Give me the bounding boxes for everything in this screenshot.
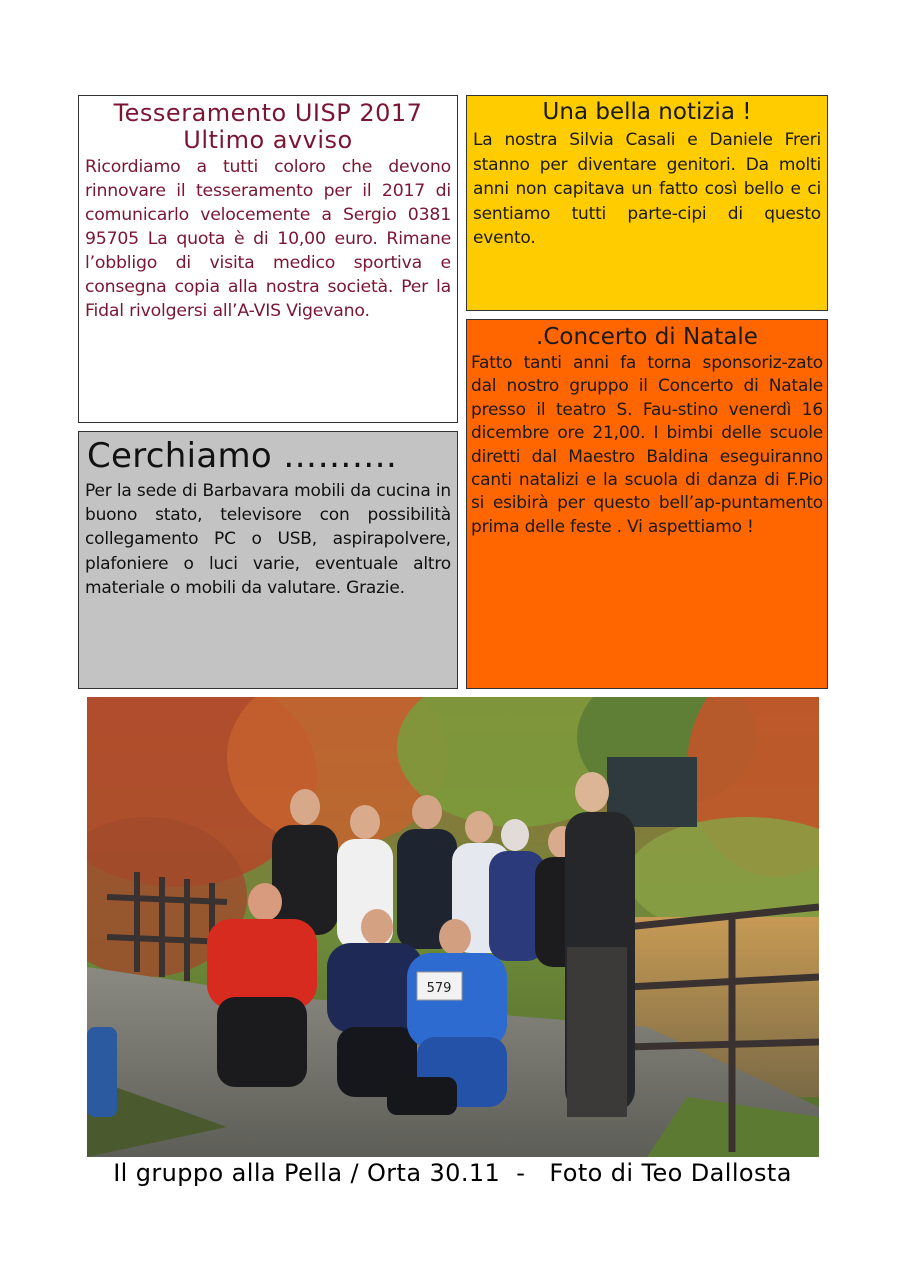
group-photo xyxy=(87,697,819,1157)
wanted-items-body: Per la sede di Barbavara mobili da cucina in buono stato, televisore con possibilità collegamento PC o USB, aspirapolvere, plafoniere o luci varie, eventuale altro materiale o mobili da valutare. Grazie. xyxy=(85,481,451,598)
christmas-concert-title: .Concerto di Natale xyxy=(536,324,758,350)
christmas-concert-box xyxy=(466,319,828,689)
uisp-body: Ricordiamo a tutti coloro che devono rinnovare il tesseramento per il 2017 di comunicarlo velocemente a Sergio 0381 95705 La quota è di 10,00 euro. Rimane l’obbligo di visita medico sportiva e consegna copia alla nostra società. Per la Fidal rivolgersi all’A-VIS Vigevano. xyxy=(85,157,451,321)
christmas-concert-body: Fatto tanti anni fa torna sponsoriz-zato dal nostro gruppo il Concerto di Natale presso il teatro S. Fau-stino venerdì 16 dicembre ore 21,00. I bimbi delle scuole diretti dal Maestro Baldina eseguiranno canti natalizi e la scuola di danza di F.Pio si esibirà per questo bell’ap-puntamento prima delle feste . Vi aspettiamo ! xyxy=(471,353,823,537)
wanted-items-box xyxy=(78,431,458,689)
bib-number: 579 xyxy=(426,981,452,996)
good-news-box xyxy=(466,95,828,311)
wanted-items-title: Cerchiamo ………. xyxy=(87,436,398,476)
uisp-title-line1: Tesseramento UISP 2017 xyxy=(113,99,423,127)
good-news-body: La nostra Silvia Casali e Daniele Freri stanno per diventare genitori. Da molti anni non capitava un fatto così bello e ci sentiamo tutti parte-cipi di questo evento. xyxy=(473,130,821,248)
uisp-title xyxy=(85,100,451,154)
good-news-title: Una bella notizia ! xyxy=(542,99,752,125)
uisp-title-line2: Ultimo avviso xyxy=(183,126,353,154)
photo-caption: Il gruppo alla Pella / Orta 30.11 - Foto di Teo Dallosta xyxy=(113,1159,792,1187)
uisp-notice-box xyxy=(78,95,458,423)
